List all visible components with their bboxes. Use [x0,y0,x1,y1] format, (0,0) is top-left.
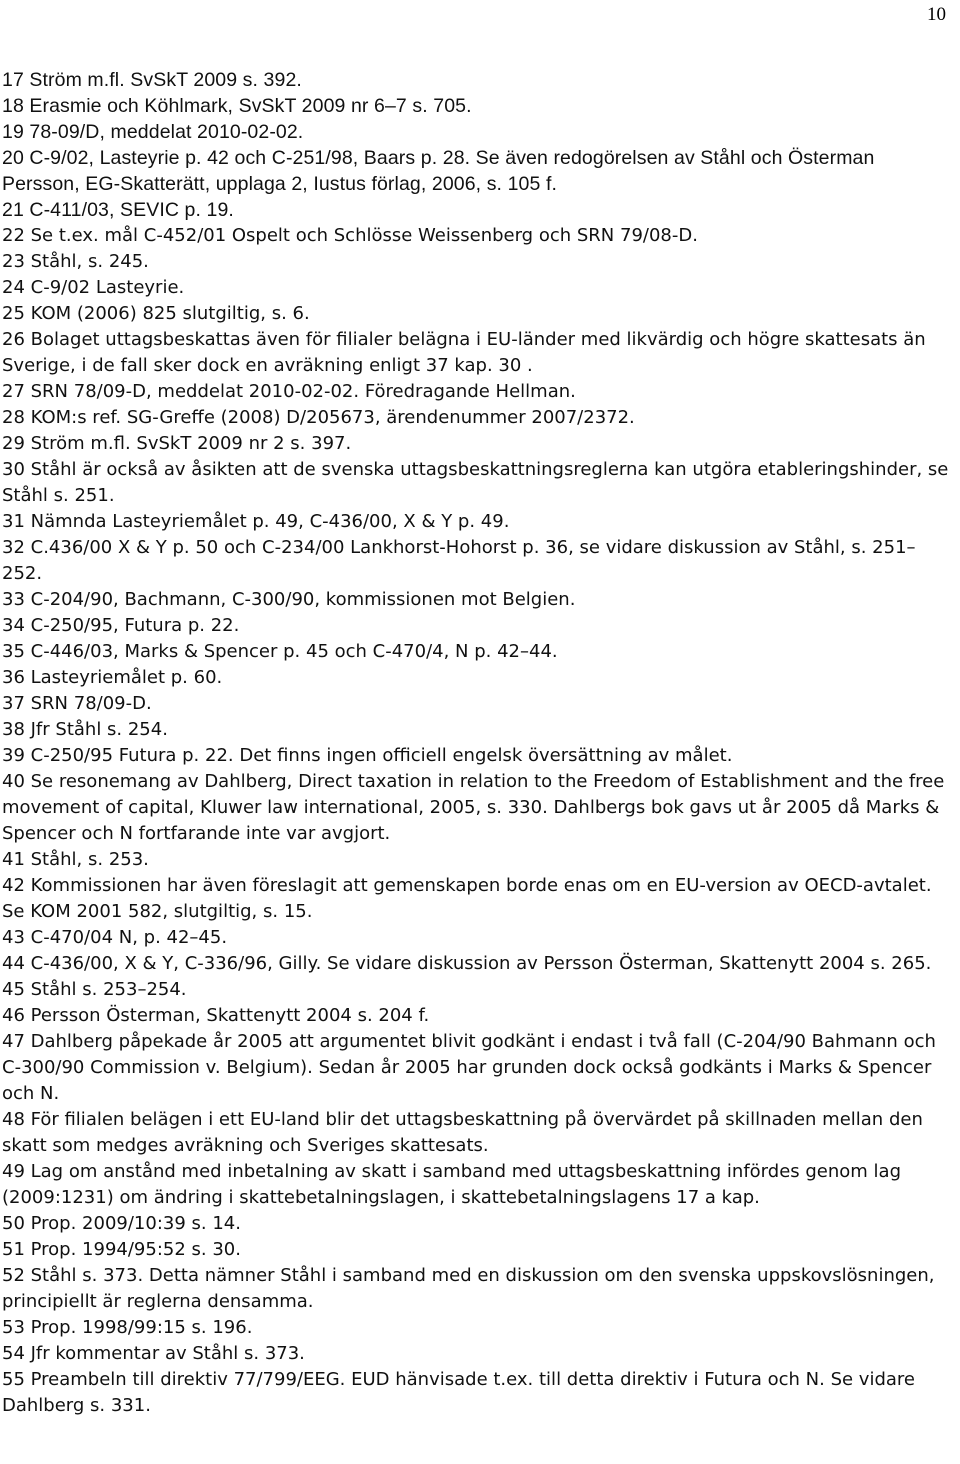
footnote: 42 Kommissionen har även föreslagit att gemenskapen borde enas om en EU-version av OECD-avtalet. Se KOM 2001 582, slutgiltig, s. 15. [2,875,932,922]
footnote: 25 KOM (2006) 825 slutgiltig, s. 6. [2,303,310,324]
footnote: 36 Lasteyriemålet p. 60. [2,667,223,688]
footnote: 39 C-250/95 Futura p. 22. Det finns ingen officiell engelsk översättning av målet. [2,745,733,766]
footnote: 34 C-250/95, Futura p. 22. [2,615,240,636]
footnote: 29 Ström m.fl. SvSkT 2009 nr 2 s. 397. [2,433,352,454]
footnote: 17 Ström m.fl. SvSkT 2009 s. 392. [2,69,302,91]
footnote: 22 Se t.ex. mål C-452/01 Ospelt och Schlösse Weissenberg och SRN 79/08-D. [2,225,698,246]
footnote: 19 78-09/D, meddelat 2010-02-02. [2,121,304,143]
footnote: 27 SRN 78/09-D, meddelat 2010-02-02. Föredragande Hellman. [2,381,576,402]
footnote: 31 Nämnda Lasteyriemålet p. 49, C-436/00, X & Y p. 49. [2,511,510,532]
footnote: 52 Ståhl s. 373. Detta nämner Ståhl i samband med en diskussion om den svenska uppskovslösningen, principiellt är reglerna densamma. [2,1265,935,1312]
footnote: 43 C-470/04 N, p. 42–45. [2,927,228,948]
footnotes-list [2,67,954,1419]
footnote: 23 Ståhl, s. 245. [2,251,149,272]
footnote: 44 C-436/00, X & Y, C-336/96, Gilly. Se vidare diskussion av Persson Österman, Skattenytt 2004 s. 265. [2,953,932,974]
footnote: 18 Erasmie och Köhlmark, SvSkT 2009 nr 6–7 s. 705. [2,95,472,117]
footnote: 38 Jfr Ståhl s. 254. [2,719,168,740]
footnote: 21 C-411/03, SEVIC p. 19. [2,199,234,221]
footnote: 45 Ståhl s. 253–254. [2,979,187,1000]
footnote: 51 Prop. 1994/95:52 s. 30. [2,1239,241,1260]
footnote: 49 Lag om anstånd med inbetalning av skatt i samband med uttagsbeskattning infördes genom lag (2009:1231) om ändring i skattebetalningslagen, i skattebetalningslagens 17 a kap. [2,1161,901,1208]
footnote: 33 C-204/90, Bachmann, C-300/90, kommissionen mot Belgien. [2,589,576,610]
footnote: 32 C.436/00 X & Y p. 50 och C-234/00 Lankhorst-Hohorst p. 36, se vidare diskussion av Ståhl, s. 251–252. [2,537,916,584]
footnote: 26 Bolaget uttagsbeskattas även för filialer belägna i EU-länder med likvärdig och högre skattesats än Sverige, i de fall sker dock en avräkning enligt 37 kap. 30 . [2,329,926,376]
footnote: 55 Preambeln till direktiv 77/799/EEG. EUD hänvisade t.ex. till detta direktiv i Futura och N. Se vidare Dahlberg s. 331. [2,1369,915,1416]
footnote: 35 C-446/03, Marks & Spencer p. 45 och C-470/4, N p. 42–44. [2,641,558,662]
footnote: 24 C-9/02 Lasteyrie. [2,277,185,298]
footnote: 30 Ståhl är också av åsikten att de svenska uttagsbeskattningsreglerna kan utgöra etableringshinder, se Ståhl s. 251. [2,459,949,506]
page-number: 10 [927,4,946,25]
footnote: 47 Dahlberg påpekade år 2005 att argumentet blivit godkänt i endast i två fall (C-204/90 Bahmann och C-300/90 Commission v. Belgium). Sedan år 2005 har grunden dock också godkänts i Marks & Spencer och N. [2,1031,936,1104]
footnote: 28 KOM:s ref. SG-Greffe (2008) D/205673, ärendenummer 2007/2372. [2,407,635,428]
footnote: 37 SRN 78/09-D. [2,693,152,714]
footnote: 41 Ståhl, s. 253. [2,849,149,870]
footnote: 40 Se resonemang av Dahlberg, Direct taxation in relation to the Freedom of Establishment and the free movement of capital, Kluwer law international, 2005, s. 330. Dahlbergs bok gavs ut år 2005 då Marks & Spencer och N fortfarande inte var avgjort. [2,771,945,844]
footnote: 53 Prop. 1998/99:15 s. 196. [2,1317,253,1338]
footnote: 54 Jfr kommentar av Ståhl s. 373. [2,1343,305,1364]
footnote: 50 Prop. 2009/10:39 s. 14. [2,1213,241,1234]
footnote: 20 C-9/02, Lasteyrie p. 42 och C-251/98, Baars p. 28. Se även redogörelsen av Ståhl och Österman Persson, EG-Skatterätt, upplaga 2, Iustus förlag, 2006, s. 105 f. [2,147,875,195]
footnote: 46 Persson Österman, Skattenytt 2004 s. 204 f. [2,1005,430,1026]
footnote: 48 För filialen belägen i ett EU-land blir det uttagsbeskattning på övervärdet på skillnaden mellan den skatt som medges avräkning och Sveriges skattesats. [2,1109,923,1156]
